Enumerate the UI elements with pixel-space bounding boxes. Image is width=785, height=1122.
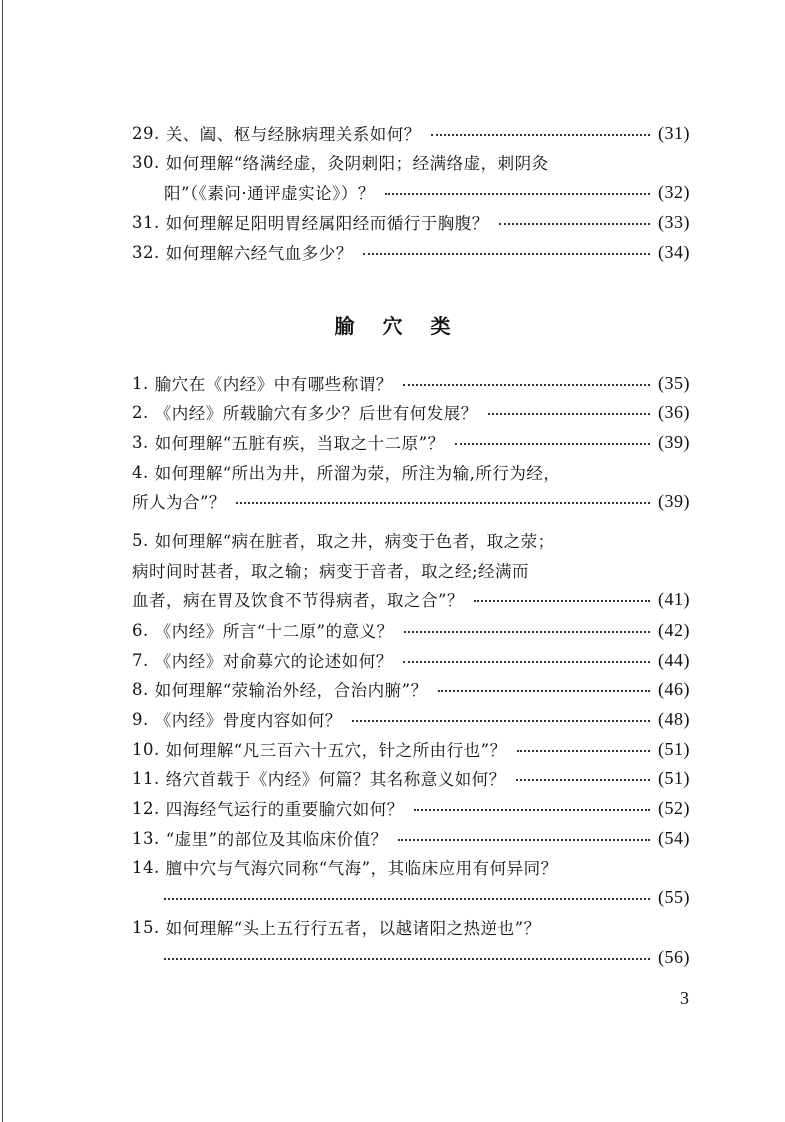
dot-leader <box>438 679 650 699</box>
entry-title: 如何理解“凡三百六十五穴，针之所由行也”？ <box>165 741 507 760</box>
entry-number: 13. <box>132 828 160 848</box>
entry-page: (33) <box>658 211 690 232</box>
toc-entry-continuation[interactable] <box>132 179 690 205</box>
page-edge <box>2 0 3 1122</box>
entry-title: 络穴首载于《内经》何篇？其名称意义如何？ <box>165 770 506 789</box>
entry-number: 10. <box>132 739 160 759</box>
toc-entry[interactable] <box>132 527 690 553</box>
toc-entry[interactable] <box>132 429 690 455</box>
dot-leader <box>164 947 650 967</box>
entry-title: 如何理解“荥输治外经，合治内腑”？ <box>154 681 428 700</box>
entry-number: 5. <box>132 530 149 550</box>
entry-number: 8. <box>132 679 149 699</box>
entry-number: 1. <box>132 373 149 393</box>
entry-page: (51) <box>658 767 690 788</box>
page-number: 3 <box>680 988 689 1008</box>
entry-title: 如何理解“络满经虚，灸阴刺阳；经满络虚，刺阴灸 <box>165 154 549 173</box>
toc-entry[interactable] <box>132 825 690 851</box>
entry-number: 6. <box>132 620 149 640</box>
entry-page: (31) <box>658 122 690 143</box>
entry-title: 如何理解“五脏有疾，当取之十二原”？ <box>154 434 445 453</box>
entry-title: 四海经气运行的重要腧穴如何？ <box>165 800 404 819</box>
toc-entry[interactable] <box>132 209 690 235</box>
dot-leader <box>517 739 650 759</box>
entry-title: 如何理解“所出为井，所溜为荥，所注为输,所行为经， <box>154 464 561 483</box>
entry-number: 4. <box>132 462 149 482</box>
toc-entry[interactable] <box>132 706 690 732</box>
dot-leader <box>352 709 650 729</box>
entry-page: (56) <box>658 946 690 967</box>
entry-title: 病时间时甚者，取之输；病变于音者，取之经;经满而 <box>132 562 530 581</box>
entry-title: 关、阖、枢与经脉病理关系如何？ <box>165 125 421 144</box>
entry-title: 如何理解“头上五行行五者，以越诸阳之热逆也”？ <box>165 919 541 938</box>
toc-entry[interactable] <box>132 854 690 880</box>
entry-title: 腧穴在《内经》中有哪些称谓？ <box>154 375 393 394</box>
entry-title: 如何理解六经气血多少？ <box>165 244 353 263</box>
toc-entry[interactable] <box>132 120 690 146</box>
dot-leader <box>403 650 650 670</box>
toc-entry-continuation[interactable] <box>132 884 690 910</box>
entry-page: (46) <box>658 678 690 699</box>
dot-leader <box>164 887 650 907</box>
entry-page: (39) <box>658 490 690 511</box>
dot-leader <box>516 768 650 788</box>
toc-entry-continuation[interactable] <box>132 944 690 970</box>
entry-page: (42) <box>658 619 690 640</box>
entry-number: 15. <box>132 917 160 937</box>
dot-leader <box>398 828 650 848</box>
entry-title: 《内经》骨度内容如何？ <box>154 711 342 730</box>
entry-page: (41) <box>658 588 690 609</box>
toc-entry[interactable] <box>132 239 690 265</box>
dot-leader <box>499 212 650 232</box>
entry-page: (44) <box>658 649 690 670</box>
toc-entry[interactable] <box>132 370 690 396</box>
entry-page: (54) <box>658 827 690 848</box>
entry-number: 12. <box>132 798 160 818</box>
toc-entry[interactable] <box>132 647 690 673</box>
entry-number: 3. <box>132 432 149 452</box>
dot-leader <box>385 182 650 202</box>
entry-page: (51) <box>658 738 690 759</box>
toc-entry[interactable] <box>132 765 690 791</box>
dot-leader <box>414 798 650 818</box>
entry-number: 14. <box>132 857 160 877</box>
entry-page: (36) <box>658 401 690 422</box>
toc-entry[interactable] <box>132 399 690 425</box>
entry-title: 血者，病在胃及饮食不节得病者，取之合”？ <box>132 591 464 610</box>
entry-number: 7. <box>132 650 149 670</box>
entry-title: 阳”（《素问·通评虚实论》）？ <box>164 184 375 203</box>
dot-leader <box>431 123 650 143</box>
entry-number: 31. <box>132 212 160 232</box>
dot-leader <box>455 432 650 452</box>
entry-title: 《内经》对俞募穴的论述如何？ <box>154 652 393 671</box>
entry-page: (55) <box>658 886 690 907</box>
toc-entry[interactable] <box>132 736 690 762</box>
entry-page: (39) <box>658 431 690 452</box>
entry-number: 29. <box>132 123 160 143</box>
entry-title: 膻中穴与气海穴同称“气海”，其临床应用有何异同？ <box>165 859 558 878</box>
toc-entry[interactable] <box>132 795 690 821</box>
entry-number: 2. <box>132 402 149 422</box>
entry-page: (32) <box>658 181 690 202</box>
toc-entry-continuation[interactable] <box>132 586 690 612</box>
entry-title: 《内经》所载腧穴有多少？后世有何发展？ <box>154 404 478 423</box>
toc-entry-continuation[interactable] <box>132 488 690 514</box>
toc-entry[interactable] <box>132 676 690 702</box>
entry-number: 11. <box>132 768 160 788</box>
entry-title: 《内经》所言“十二原”的意义？ <box>154 622 394 641</box>
dot-leader <box>403 373 650 393</box>
toc-entry-continuation[interactable] <box>132 557 690 583</box>
entry-title: 如何理解足阳明胃经属阳经而循行于胸腹？ <box>165 214 489 233</box>
entry-number: 9. <box>132 709 149 729</box>
dot-leader <box>236 491 650 511</box>
entry-number: 32. <box>132 242 160 262</box>
entry-page: (48) <box>658 708 690 729</box>
entry-page: (34) <box>658 241 690 262</box>
toc-entry[interactable] <box>132 617 690 643</box>
entry-page: (35) <box>658 372 690 393</box>
dot-leader <box>363 242 650 262</box>
entry-title: 如何理解“病在脏者，取之井，病变于色者，取之荥； <box>154 532 555 551</box>
toc-entry[interactable] <box>132 914 690 940</box>
entry-title: “虚里”的部位及其临床价值？ <box>165 830 388 849</box>
toc-entry[interactable] <box>132 459 690 485</box>
entry-page: (52) <box>658 797 690 818</box>
dot-leader <box>404 620 650 640</box>
section-title: 腧穴类 <box>334 314 479 338</box>
entry-number: 30. <box>132 152 160 172</box>
dot-leader <box>474 589 650 609</box>
toc-entry[interactable] <box>132 149 690 175</box>
entry-title: 所人为合”？ <box>132 493 226 512</box>
dot-leader <box>488 402 650 422</box>
